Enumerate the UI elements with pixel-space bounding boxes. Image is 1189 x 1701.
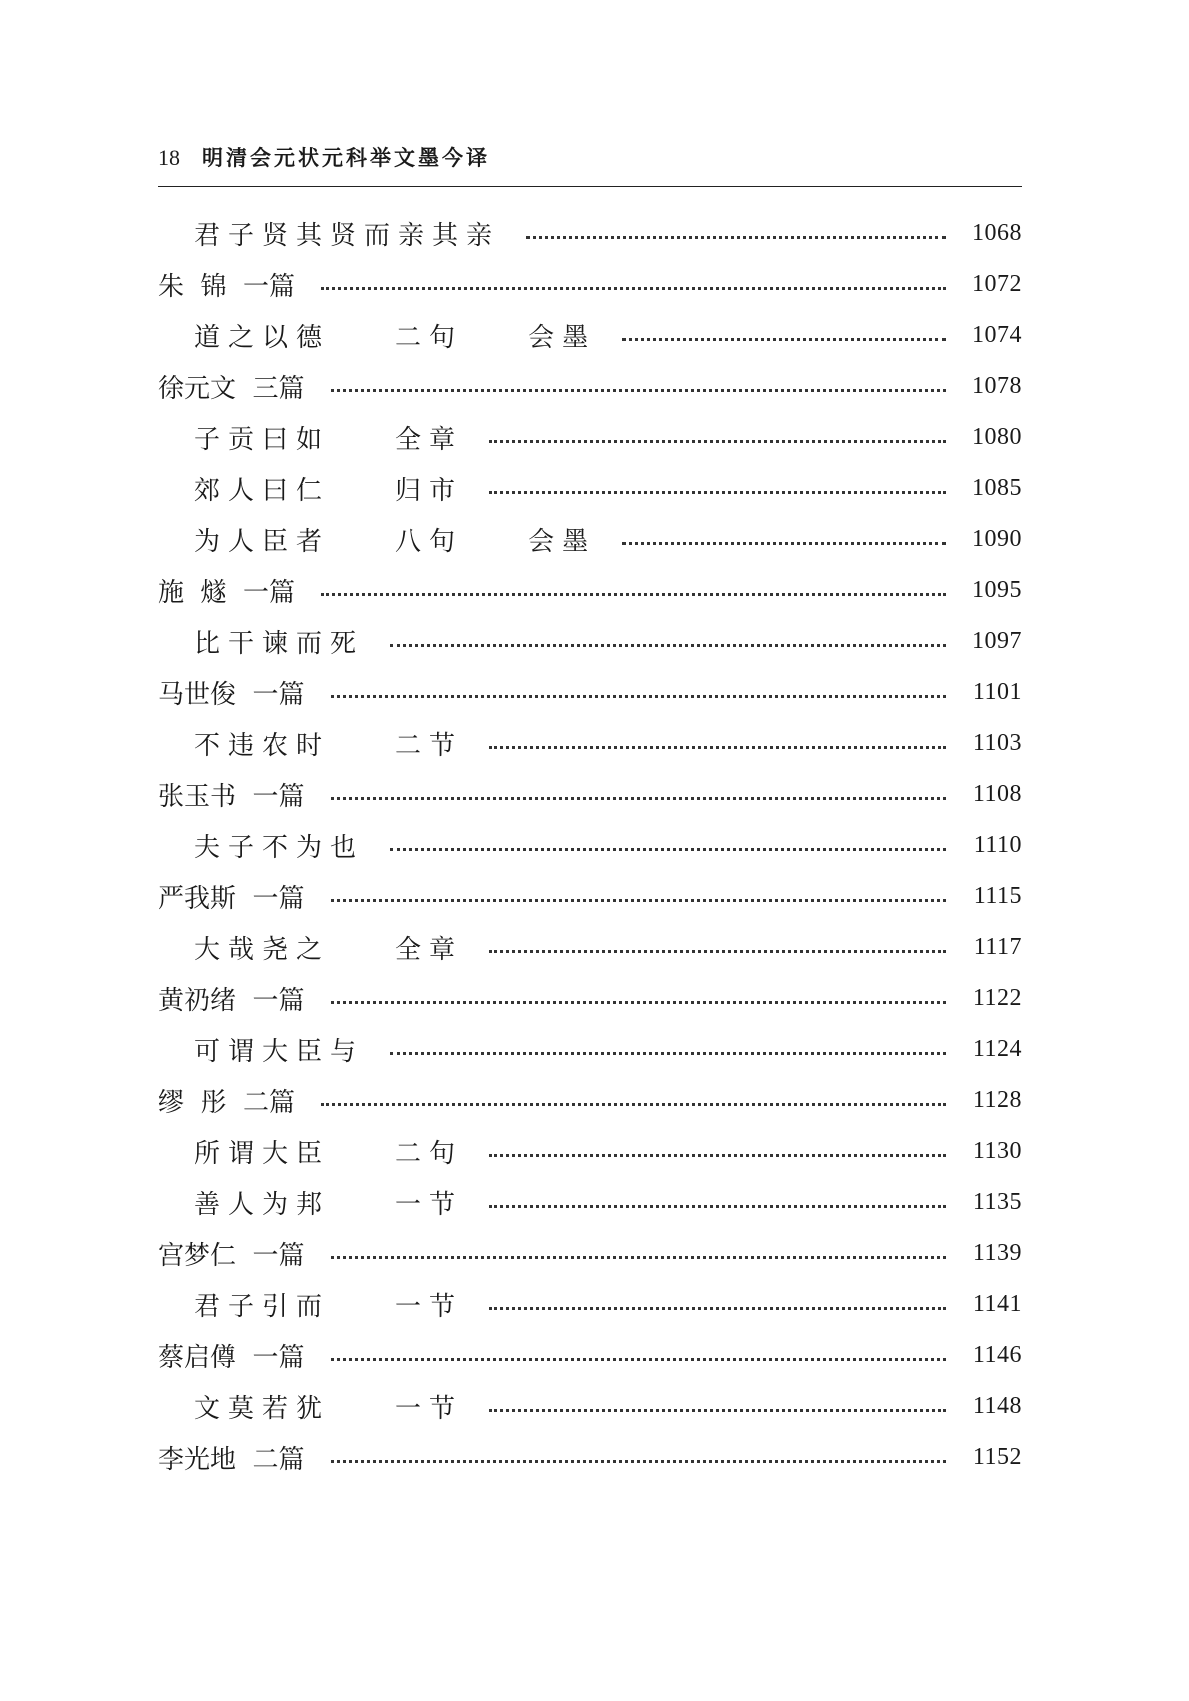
author-name: 宫梦仁 一篇 xyxy=(158,1241,305,1271)
dot-leader xyxy=(331,1358,946,1361)
dot-leader xyxy=(331,389,946,392)
dot-leader xyxy=(489,491,946,494)
page-number: 1074 xyxy=(972,322,1022,348)
dot-leader xyxy=(331,899,946,902)
author-name: 徐元文 三篇 xyxy=(158,374,305,404)
toc-author-entry xyxy=(158,871,1022,922)
author-name: 马世俊 一篇 xyxy=(158,680,305,710)
toc-author-entry xyxy=(158,1330,1022,1381)
essay-title: 比干谏而死 xyxy=(194,629,365,659)
author-name: 朱 锦 一篇 xyxy=(158,272,296,302)
toc-author-entry xyxy=(158,1075,1022,1126)
toc-essay-entry xyxy=(158,514,1022,565)
essay-title: 不违农时 二节 xyxy=(194,731,464,761)
dot-leader xyxy=(331,797,946,800)
dot-leader xyxy=(526,236,946,239)
toc-essay-entry xyxy=(158,463,1022,514)
essay-title: 郊人曰仁 归市 xyxy=(194,476,464,506)
dot-leader xyxy=(331,1256,946,1259)
page-number: 1128 xyxy=(972,1087,1022,1113)
toc-author-entry xyxy=(158,769,1022,820)
toc-essay-entry xyxy=(158,208,1022,259)
essay-title: 可谓大臣与 xyxy=(194,1037,365,1067)
toc-author-entry xyxy=(158,361,1022,412)
header-book-title: 明清会元状元科举文墨今译 xyxy=(202,146,490,170)
essay-title: 大哉尧之 全章 xyxy=(194,935,464,965)
page-number: 1146 xyxy=(972,1342,1022,1368)
toc-essay-entry xyxy=(158,1126,1022,1177)
toc-essay-entry xyxy=(158,922,1022,973)
page-number: 1115 xyxy=(973,883,1022,909)
dot-leader xyxy=(489,1205,946,1208)
running-header xyxy=(158,142,490,172)
page-number: 1068 xyxy=(972,220,1022,246)
header-rule xyxy=(158,186,1022,187)
essay-title: 为人臣者 八句 会墨 xyxy=(194,527,597,557)
dot-leader xyxy=(489,1154,946,1157)
dot-leader xyxy=(489,746,946,749)
header-page-number: 18 xyxy=(158,145,180,170)
toc-author-entry xyxy=(158,1228,1022,1279)
toc-essay-entry xyxy=(158,616,1022,667)
dot-leader xyxy=(489,950,946,953)
dot-leader xyxy=(622,338,946,341)
essay-title: 子贡曰如 全章 xyxy=(194,425,464,455)
toc-essay-entry xyxy=(158,412,1022,463)
dot-leader xyxy=(331,1001,946,1004)
toc-author-entry xyxy=(158,259,1022,310)
essay-title: 善人为邦 一节 xyxy=(194,1190,464,1220)
page-number: 1072 xyxy=(972,271,1022,297)
essay-title: 文莫若犹 一节 xyxy=(194,1394,464,1424)
page-number: 1148 xyxy=(972,1393,1022,1419)
author-name: 缪 彤 二篇 xyxy=(158,1088,296,1118)
toc-essay-entry xyxy=(158,310,1022,361)
toc-author-entry xyxy=(158,1432,1022,1483)
page-number: 1130 xyxy=(972,1138,1022,1164)
essay-title: 道之以德 二句 会墨 xyxy=(194,323,597,353)
page-number: 1101 xyxy=(972,679,1022,705)
toc-essay-entry xyxy=(158,1024,1022,1075)
toc-essay-entry xyxy=(158,1177,1022,1228)
page-number: 1097 xyxy=(972,628,1022,654)
page-number: 1135 xyxy=(972,1189,1022,1215)
toc-essay-entry xyxy=(158,1279,1022,1330)
dot-leader xyxy=(622,542,946,545)
essay-title: 夫子不为也 xyxy=(194,833,365,863)
essay-title: 君子贤其贤而亲其亲 xyxy=(194,221,501,251)
dot-leader xyxy=(390,1052,946,1055)
toc-author-entry xyxy=(158,667,1022,718)
author-name: 张玉书 一篇 xyxy=(158,782,305,812)
toc-essay-entry xyxy=(158,718,1022,769)
toc-essay-entry xyxy=(158,820,1022,871)
page-number: 1124 xyxy=(972,1036,1022,1062)
author-name: 黄礽绪 一篇 xyxy=(158,986,305,1016)
dot-leader xyxy=(321,593,946,596)
author-name: 蔡启僔 一篇 xyxy=(158,1343,305,1373)
page-number: 1122 xyxy=(972,985,1022,1011)
dot-leader xyxy=(321,287,946,290)
author-name: 施 燧 一篇 xyxy=(158,578,296,608)
page-number: 1139 xyxy=(972,1240,1022,1266)
table-of-contents xyxy=(158,208,1022,1483)
toc-author-entry xyxy=(158,973,1022,1024)
dot-leader xyxy=(390,848,946,851)
toc-author-entry xyxy=(158,565,1022,616)
dot-leader xyxy=(331,1460,946,1463)
dot-leader xyxy=(489,440,946,443)
dot-leader xyxy=(321,1103,946,1106)
dot-leader xyxy=(331,695,946,698)
page-number: 1085 xyxy=(972,475,1022,501)
page-number: 1095 xyxy=(972,577,1022,603)
page-number: 1110 xyxy=(973,832,1022,858)
toc-essay-entry xyxy=(158,1381,1022,1432)
author-name: 严我斯 一篇 xyxy=(158,884,305,914)
page-number: 1103 xyxy=(972,730,1022,756)
page-number: 1090 xyxy=(972,526,1022,552)
page-number: 1141 xyxy=(972,1291,1022,1317)
dot-leader xyxy=(489,1307,946,1310)
dot-leader xyxy=(390,644,946,647)
page-number: 1080 xyxy=(972,424,1022,450)
page-number: 1108 xyxy=(972,781,1022,807)
page-number: 1117 xyxy=(973,934,1022,960)
author-name: 李光地 二篇 xyxy=(158,1445,305,1475)
essay-title: 君子引而 一节 xyxy=(194,1292,464,1322)
essay-title: 所谓大臣 二句 xyxy=(194,1139,464,1169)
dot-leader xyxy=(489,1409,946,1412)
page-number: 1152 xyxy=(972,1444,1022,1470)
page-number: 1078 xyxy=(972,373,1022,399)
